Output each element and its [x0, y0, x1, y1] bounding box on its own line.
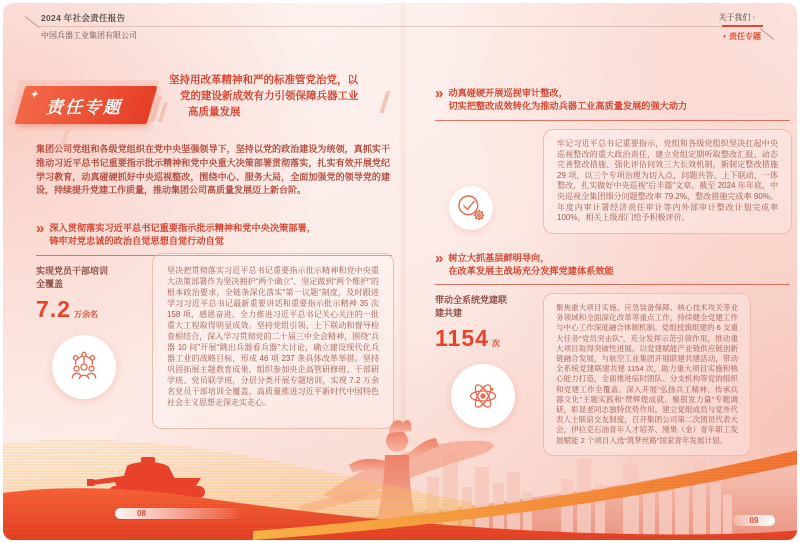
- double-chevron-icon: »: [435, 250, 443, 267]
- stat-unit: 万余名: [73, 310, 98, 319]
- chapter-badge-label: 责任专题: [44, 97, 127, 117]
- people-training-icon: [52, 335, 116, 399]
- headline-line: 党的建设新成效有力引领保障兵器工业: [180, 90, 359, 102]
- header-diagonal-line-right: [760, 28, 775, 40]
- nav-about-label: 关于我们: [718, 13, 751, 22]
- atom-network-icon: [451, 364, 515, 428]
- chapter-headline: [169, 72, 395, 120]
- double-chevron-icon: »: [435, 85, 443, 102]
- company-name: 中国兵器工业集团有限公司: [41, 31, 137, 40]
- section-header-audit: [435, 87, 790, 121]
- double-chevron-icon: »: [36, 220, 44, 237]
- page-number-right: 09: [733, 515, 775, 526]
- section-title-line: 在改革发展主战场充分发挥党建体系效能: [448, 266, 614, 276]
- section-title-line: 铸牢对党忠诚的政治自觉思想自觉行动自觉: [49, 236, 224, 246]
- body-paragraph: 聚焦重大项目实施、应急装备保障、核心技术攻关等业务领域和全面深化改革等重点工作，持续健全党建工作与中心工作深度融合体制机制。党组授旗组建的 6 支重大任务“党员突击队”，充分发挥示范引领作用，推动重大项目取得突破性进展。以党建赋能产业链供应链创新链融合发展，与航空工业集团开展联建共建活动，带动全系统党建联建共建 1154 次，助力重大项目实施和核心能力打造，全面推进临时团队、分支机构等党的组织和党建工作全覆盖。深入开展“弘扬兵工精神、传承兵器文化”主题实践和“赞辉煌成就、聚银发力量”专题调研，彰显老同志独特优势作用。建立党组成员与党外代表人士联谊交友制度，召开集团公司第二次团员代表大会，伊拉克石油青年人才培养、刚果（金）青年职工发展赋能 2 个项目入选“筑梦丝路”国家青年发展计划。: [556, 303, 738, 445]
- nav-about-link[interactable]: [703, 12, 755, 23]
- paragraph-card-loyalty: [152, 253, 394, 429]
- decor-slash: [158, 102, 168, 122]
- stat-party-building: [435, 294, 541, 428]
- report-spread: [3, 3, 797, 540]
- paragraph-card-grassroots: [543, 293, 751, 456]
- nav-current-label: 责任专题: [729, 32, 761, 41]
- nav-active-underline: [722, 25, 763, 27]
- stat-label: 带动全系统党建联建共建: [435, 295, 508, 318]
- body-paragraph: 牢记习近平总书记重要指示，党组和各级党组织坚决扛起中央巡视整改的重大政治责任，建立党组定期听取整改汇报、动态完善整改措施、强化评估问效三大长效机制，新制定整改措施 29 项，以三个专项治理为切入点，问题共答、上下联动、一体整改，扎实做好中央巡视“后半篇”文章。截至 2024 年年底，中央巡视全集团细分问题整改率 79.2%，整改措施完成率 90%。年度内审计署经济责任审计等内外部审计整改计划完成率 100%，相关上级部门给予积极评价。: [557, 139, 778, 223]
- body-paragraph: 坚决把贯彻落实习近平总书记重要指示批示精神和党中央重大决策部署作为坚决拥护“两个确立”、坚定做到“两个维护”的根本政治要求，全链条深化落实“第一议题”制度，及时跟进学习习近平总书记最新重要讲话和重要指示批示精神 35 次 158 项，感恩奋进、全力推进习近平总书记关心关注的一批重大工程取得明显成效。坚持党组引领、上下联动和督导检查相结合，深入学习贯彻党的二十届三中全会精神，围绕“兵器 10 问”开展“跳出兵器看兵器”大讨论，确立建设现代化兵器工业的战略目标，形成 46 项 237 条具体改革举措。坚持巩固拓展主题教育成果，组织参加央企高管研修班、干部研学班、党员联学班，分层分类开展专题培训，实现 7.2 万余名党员干部培训全覆盖，高质量推进习近平新时代中国特色社会主义思想走深走实走心。: [167, 266, 379, 407]
- report-title: 2024 年社会责任报告: [41, 13, 126, 23]
- section-title-line: 动真碰硬开展巡视审计整改，: [448, 88, 568, 98]
- headline-line: 高质量发展: [188, 106, 241, 118]
- page-number-left: 08: [115, 508, 239, 519]
- bullet-icon: •: [723, 32, 726, 41]
- section-header-loyalty: [36, 222, 392, 256]
- chapter-intro-paragraph: 集团公司党组和各级党组织在党中央坚强领导下，坚持以党的政治建设为统领，真抓实干推动习近平总书记重要指示批示精神和党中央重大决策部署贯彻落实，扎实有效开展党纪学习教育，动真碰硬抓好中央巡视整改，围绕中心、服务大局，全面加强党的领导党的建设，持续提升党建工作质量，推动集团公司高质量发展迈上新台阶。: [36, 144, 390, 196]
- chapter-badge: [15, 86, 158, 124]
- stat-value: 1154: [435, 325, 489, 351]
- header-rule: [39, 26, 755, 27]
- stat-label: 实现党员干部培训全覆盖: [36, 266, 109, 289]
- stat-training-coverage: [36, 265, 142, 399]
- nav-current-link[interactable]: [703, 31, 761, 42]
- section-header-grassroots: [435, 252, 790, 285]
- nav-arrow-icon: ‹: [752, 13, 755, 22]
- paragraph-card-audit: [543, 129, 792, 234]
- headline-line: 坚持用改革精神和严的标准管党治党，以: [169, 74, 358, 86]
- stat-value: 7.2: [36, 296, 71, 322]
- section-title-line: 深入贯彻落实习近平总书记重要指示批示精神和党中央决策部署，: [49, 223, 316, 233]
- section-title-line: 切实把整改成效转化为推动兵器工业高质量发展的强大动力: [448, 101, 688, 111]
- sparkle-icon: ✦: [28, 89, 41, 101]
- stat-unit: 次: [491, 339, 500, 348]
- header-diagonal-line-left: [25, 16, 40, 28]
- audit-check-gear-icon: [449, 186, 493, 230]
- section-title-line: 树立大抓基层鲜明导向，: [448, 253, 550, 263]
